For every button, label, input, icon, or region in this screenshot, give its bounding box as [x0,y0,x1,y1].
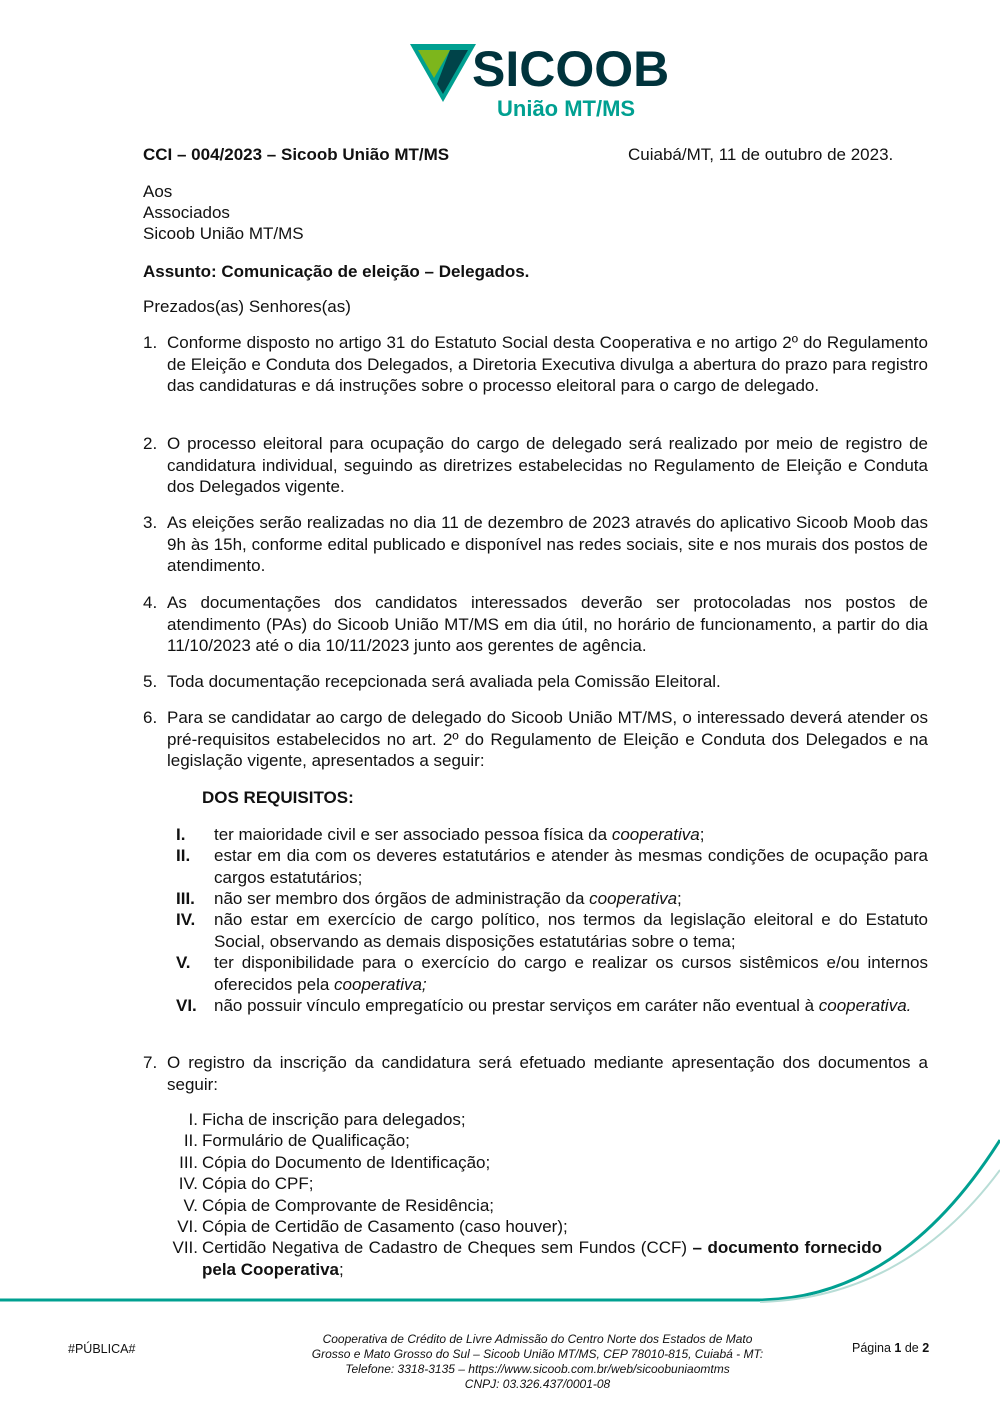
requirement-number: II. [176,846,191,865]
footer-address: Cooperativa de Crédito de Livre Admissão do Centro Norte dos Estados de Mato Grosso e Mato Grosso do Sul – Sicoob União MT/MS, CEP 78010-815, Cuiabá - MT: Telefone: 3318-3135 – https://www.sicoob.com.br/web/sicoobuniaomtms CNPJ: 03.326.437/0001-08 [311,1332,764,1391]
item-text: As eleições serão realizadas no dia 11 de dezembro de 2023 através do aplicativo Sicoob Moob das 9h às 15h, conforme edital publicado e disponível nas redes sociais, site e nos murais dos postos de atendimento. [167,513,928,575]
letter-date: Cuiabá/MT, 11 de outubro de 2023. [628,145,894,164]
document-text: Cópia do Documento de Identificação; [202,1153,491,1172]
recipient-block [143,181,304,244]
list-item [143,671,928,693]
item-text: Para se candidatar ao cargo de delegado do Sicoob União MT/MS, o interessado deverá atender os pré-requisitos estabelecidos no art. 2º do Regulamento de Eleição e Conduta dos Delegados e na legislação vigente, apresentados a seguir: [167,708,928,770]
item-number: 5. [143,672,158,691]
requirement-item [176,845,928,888]
item-number: 3. [143,513,158,532]
list-item [143,592,928,657]
requirement-item [176,909,928,952]
list-item [143,707,928,772]
subject-line: Assunto: Comunicação de eleição – Delegados. [143,262,530,281]
list-item [143,1052,928,1095]
document-text: Cópia de Certidão de Casamento (caso houver); [202,1217,568,1236]
list-item [143,512,928,577]
decorative-swoosh [0,1130,1000,1310]
recipient-line: Sicoob União MT/MS [143,224,304,243]
requirement-text: não estar em exercício de cargo político, nos termos da legislação eleitoral e do Estatuto Social, observando as demais disposições estatutárias sobre o tema; [214,910,928,951]
item-text: As documentações dos candidatos interessados deverão ser protocoladas nos postos de atendimento (PAs) do Sicoob União MT/MS em dia útil, no horário de funcionamento, a partir do dia 11/10/2023 até o dia 10/11/2023 junto aos gerentes de agência. [167,593,928,655]
requirement-text: não possuir vínculo empregatício ou prestar serviços em caráter não eventual à cooperativa. [214,996,912,1015]
requirement-number: IV. [176,910,196,929]
document-item [140,1109,900,1131]
item-number: 6. [143,708,158,727]
document-text: Certidão Negativa de Cadastro de Cheques sem Fundos (CCF) – documento fornecido pela Cooperativa; [202,1238,882,1279]
item-number: 1. [143,333,158,352]
item-text: Toda documentação recepcionada será avaliada pela Comissão Eleitoral. [167,672,721,691]
page-number: Página 1 de 2 [852,1341,930,1355]
logo-wordmark: SICOOB [472,41,670,97]
requirement-text: estar em dia com os deveres estatutários e atender às mesmas condições de ocupação para cargos estatutários; [214,846,928,887]
document-number: I. [188,1110,198,1129]
greeting: Prezados(as) Senhores(as) [143,297,351,316]
document-text: Formulário de Qualificação; [202,1131,410,1150]
item-text: Conforme disposto no artigo 31 do Estatuto Social desta Cooperativa e no artigo 2º do Regulamento de Eleição e Conduta dos Delegados, a Diretoria Executiva divulga a abertura do prazo para registro das candidaturas e dá instruções sobre o processo eleitoral para o cargo de delegado. [167,333,928,395]
classification-label: #PÚBLICA# [68,1342,136,1356]
item-number: 4. [143,593,158,612]
list-item [143,332,928,397]
document-number: II. [183,1131,198,1150]
requirement-number: I. [176,825,186,844]
item-number: 7. [143,1053,158,1072]
sicoob-logo-icon [410,44,476,102]
requirement-number: V. [176,953,191,972]
requirement-number: VI. [176,996,197,1015]
document-number: V. [183,1196,198,1215]
requirement-number: III. [176,889,195,908]
document-number: VII. [172,1238,198,1257]
requirement-text: não ser membro dos órgãos de administração da cooperativa; [214,889,682,908]
document-number: VI. [177,1217,198,1236]
list-item [143,433,928,498]
requirements-title: DOS REQUISITOS: [202,788,354,807]
recipient-line: Associados [143,203,230,222]
document-text: Cópia do CPF; [202,1174,314,1193]
document-text: Cópia de Comprovante de Residência; [202,1196,495,1215]
document-number: IV. [178,1174,198,1193]
logo-subtitle: União MT/MS [497,96,636,121]
requirement-item [176,888,928,910]
requirement-item [176,952,928,995]
requirement-item [176,995,928,1017]
recipient-line: Aos [143,182,173,201]
requirement-item [176,824,928,846]
requirement-text: ter maioridade civil e ser associado pessoa física da cooperativa; [214,825,705,844]
document-text: Ficha de inscrição para delegados; [202,1110,466,1129]
requirement-text: ter disponibilidade para o exercício do cargo e realizar os cursos sistêmicos e/ou internos oferecidos pela cooperativa; [214,953,928,994]
item-number: 2. [143,434,158,453]
document-number: III. [179,1153,198,1172]
item-text: O registro da inscrição da candidatura será efetuado mediante apresentação dos documentos a seguir: [167,1053,928,1094]
item-text: O processo eleitoral para ocupação do cargo de delegado será realizado por meio de registro de candidatura individual, seguindo as diretrizes estabelecidas no Regulamento de Eleição e Conduta dos Delegados vigente. [167,434,928,496]
reference-code: CCI – 004/2023 – Sicoob União MT/MS [143,145,450,164]
